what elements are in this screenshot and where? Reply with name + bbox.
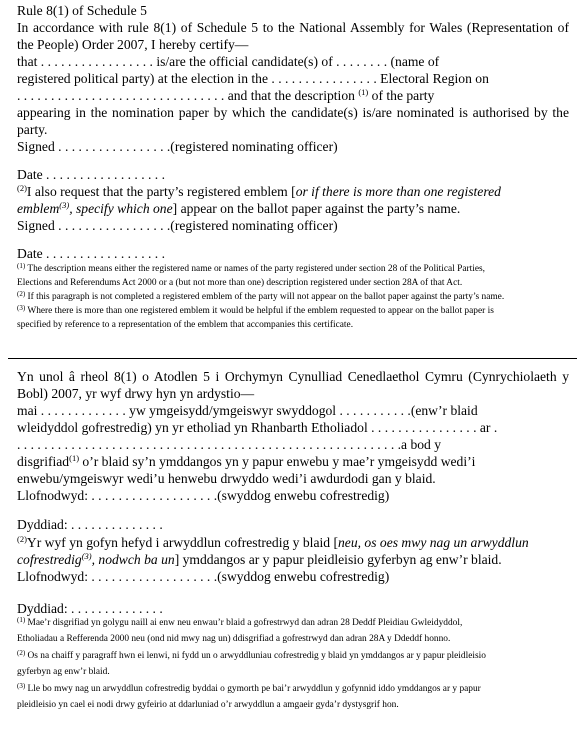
footnote-text: Os na chaiff y paragraff hwn ei lenwi, ni fydd un o arwyddluniau cofrestredig y blaid yn ymddangos ar y papur pleidleisio (25, 651, 486, 661)
footnote-ref: (2) (17, 534, 27, 544)
english-emblem-request-line (17, 200, 569, 217)
welsh-paragraph-line (17, 453, 569, 470)
footnote-marker: (2) (17, 291, 26, 298)
text-run: of the party (368, 88, 435, 103)
welsh-date-line: Dyddiad: . . . . . . . . . . . . . . (17, 517, 163, 532)
english-date-line: Date . . . . . . . . . . . . . . . . . . (17, 246, 166, 261)
english-paragraph-line: the People) Order 2007, I hereby certify— (17, 37, 249, 52)
section-divider (8, 358, 577, 359)
text-run: ] appear on the ballot paper against the party’s name. (172, 201, 461, 216)
italic-text: , specify which one (69, 201, 173, 216)
text-run: disgrifiad (17, 454, 70, 469)
footnote-text: Etholiadau a Refferenda 2000 neu (ond nid mwy nag un) ddisgrifiad a gofrestrwyd dan adran 28A y Ddeddf honno. (17, 634, 451, 644)
english-paragraph-line: registered political party) at the election in the . . . . . . . . . . . . . . . . Electoral Region on (17, 71, 489, 86)
welsh-footnote (17, 666, 569, 679)
footnote-text: Lle bo mwy nag un arwyddlun cofrestredig byddai o gymorth pe bai’r arwyddlun y gofynnid iddo ymddangos ar y papur (25, 684, 481, 694)
english-footnote (17, 305, 569, 318)
footnote-text: The description means either the registered name or names of the party registered under section 28 of the Political Parties, (25, 264, 486, 274)
welsh-date-line: Dyddiad: . . . . . . . . . . . . . . (17, 601, 163, 616)
welsh-signed-line: Llofnodwyd: . . . . . . . . . . . . . . . . . . .(swyddog enwebu cofrestredig) (17, 569, 390, 584)
italic-text: or if there is more than one registered (295, 184, 501, 199)
footnote-marker: (3) (17, 305, 26, 312)
footnote-ref: (1) (69, 453, 80, 463)
english-footnote (17, 291, 569, 304)
english-signed-line: Signed . . . . . . . . . . . . . . . . .(registered nominating officer) (17, 218, 338, 233)
english-paragraph-line: party. (17, 122, 48, 137)
footnote-marker: (2) (17, 650, 26, 657)
footnote-text: pleidleisio yn cael ei nodi drwy gyfeirio at ddarluniad o’r arwyddlun a amgaeir gyda’r dystysgrif hon. (17, 700, 399, 710)
footnote-ref: (3) (81, 551, 92, 561)
footnote-ref: (2) (17, 183, 27, 193)
english-paragraph-line (17, 87, 569, 104)
text-run: ] ymddangos ar y papur pleidleisio gyferbyn ag enw’r blaid. (174, 552, 502, 567)
footnote-text: gyferbyn ag enw’r blaid. (17, 667, 110, 677)
welsh-paragraph-line: Bobl) 2007, yr wyf drwy hyn yn ardystio— (17, 386, 255, 401)
text-run: o’r blaid sy’n ymddangos yn y papur enwebu y mae’r ymgeisydd wedi’i (79, 454, 476, 469)
english-paragraph-line: that . . . . . . . . . . . . . . . . . is/are the official candidate(s) of . . . . . . . . (name of (17, 54, 440, 69)
welsh-footnote (17, 633, 569, 646)
english-signed-line: Signed . . . . . . . . . . . . . . . . .(registered nominating officer) (17, 139, 338, 154)
footnote-text: specified by reference to a representation of the emblem that accompanies this certificate. (17, 320, 354, 330)
italic-text: , nodwch ba un (91, 552, 175, 567)
english-footnote (17, 263, 569, 276)
welsh-footnote (17, 699, 569, 712)
welsh-emblem-request-line (17, 534, 569, 551)
footnote-marker: (1) (17, 617, 26, 624)
footnote-text: Mae’r disgrifiad yn golygu naill ai enw neu enwau’r blaid a gofrestrwyd dan adran 28 Deddf Pleidiau Gwleidyddol, (25, 618, 463, 628)
footnote-marker: (3) (17, 683, 26, 690)
english-paragraph-line: In accordance with rule 8(1) of Schedule 5 to the National Assembly for Wales (Representation of (17, 20, 569, 35)
footnote-text: Where there is more than one registered emblem it would be helpful if the emblem requested to appear on the ballot paper is (25, 306, 494, 316)
english-footnote (17, 319, 569, 332)
welsh-paragraph-line: enwebu/ymgeiswyr wedi’u henwebu drwyddo wedi’i awdurdodi gan y blaid. (17, 471, 436, 486)
english-emblem-request-line (17, 183, 569, 200)
dotted-field: . . . . . . . . . . . . . . . . . . . . . . . . . . . . . . . and that the description (17, 88, 359, 103)
italic-text: cofrestredig (17, 552, 82, 567)
welsh-paragraph-line: wleidyddol gofrestredig) yn yr etholiad yn Rhanbarth Etholiadol . . . . . . . . . . . . . . . . ar . (17, 420, 498, 435)
english-date-line: Date . . . . . . . . . . . . . . . . . . (17, 167, 166, 182)
welsh-signed-line: Llofnodwyd: . . . . . . . . . . . . . . . . . . .(swyddog enwebu cofrestredig) (17, 488, 390, 503)
welsh-footnote (17, 650, 569, 663)
italic-text: emblem (17, 201, 60, 216)
footnote-text: Elections and Referendums Act 2000 or a (but not more than one) description registered under section 28A of that Act. (17, 278, 463, 288)
welsh-footnote (17, 617, 569, 630)
text-run: I also request that the party’s registered emblem [ (26, 184, 296, 199)
welsh-paragraph-line: Yn unol â rheol 8(1) o Atodlen 5 i Orchymyn Cynulliad Cenedlaethol Cymru (Cynrychiolaeth y (17, 369, 569, 384)
footnote-marker: (1) (17, 263, 26, 270)
english-footnote (17, 277, 569, 290)
welsh-paragraph-line: . . . . . . . . . . . . . . . . . . . . . . . . . . . . . . . . . . . . . . . . . . . . . . . . . . . . . . . . .a bod y (17, 437, 442, 452)
text-run: Yr wyf yn gofyn hefyd i arwyddlun cofrestredig y blaid [ (26, 535, 338, 550)
welsh-footnote (17, 683, 569, 696)
footnote-ref: (3) (59, 200, 70, 210)
welsh-paragraph-line: mai . . . . . . . . . . . . . yw ymgeisydd/ymgeiswyr swyddogol . . . . . . . . . . .(enw’r blaid (17, 403, 478, 418)
welsh-emblem-request-line (17, 551, 569, 568)
italic-text: neu, os oes mwy nag un arwyddlun (338, 535, 529, 550)
footnote-text: If this paragraph is not completed a registered emblem of the party will not appear on the ballot paper against the party’s name. (25, 292, 505, 302)
footnote-ref: (1) (358, 87, 369, 97)
rule-heading: Rule 8(1) of Schedule 5 (17, 3, 147, 18)
english-paragraph-line: appearing in the nomination paper by which the candidate(s) is/are nominated is authorised by the (17, 105, 569, 120)
